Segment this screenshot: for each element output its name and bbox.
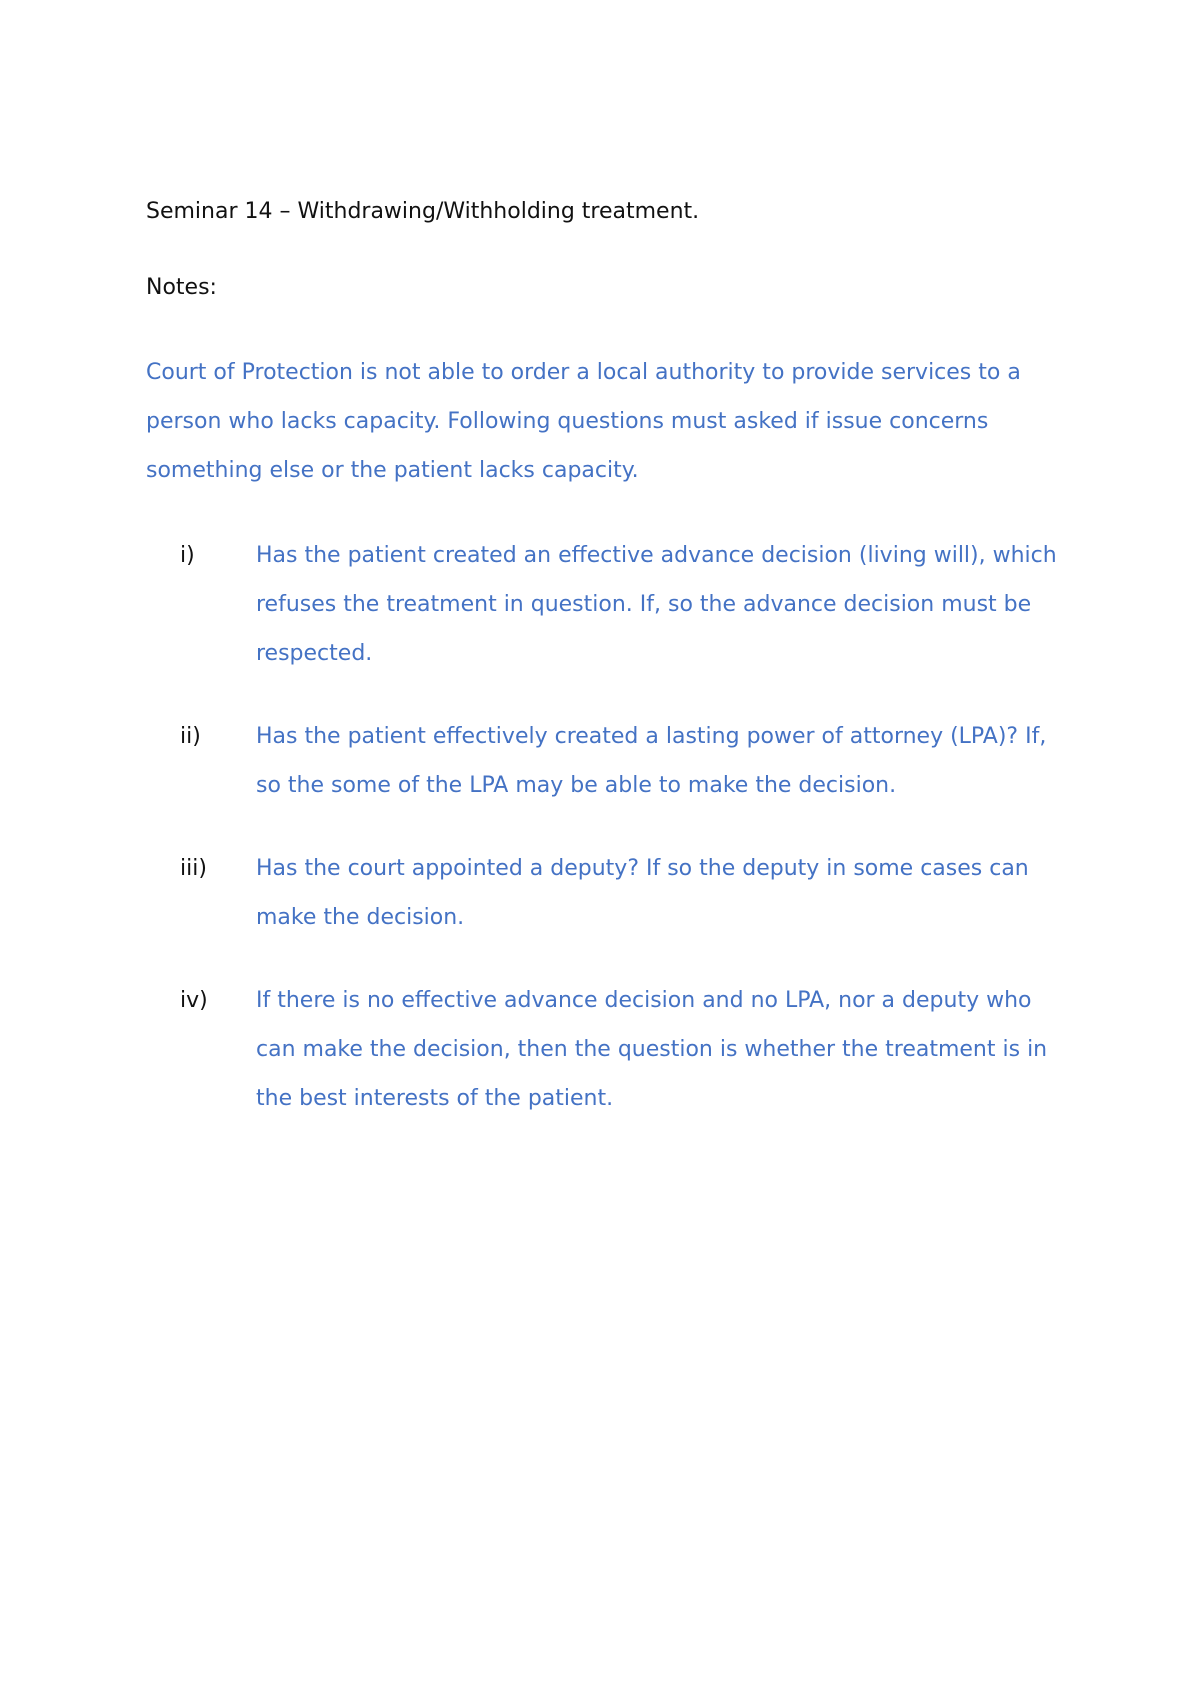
document-title: Seminar 14 – Withdrawing/Withholding treatment. [146,199,700,224]
list-item-text: Has the patient created an effective advance decision (living will), which refuses the treatment in question. If, so the advance decision must be respected. [256,543,1057,666]
list-item [146,531,1076,678]
list-item-text: Has the patient effectively created a lasting power of attorney (LPA)? If, so the some of the LPA may be able to make the decision. [256,724,1047,798]
question-list [146,531,1076,1123]
list-item [146,844,1076,942]
list-item [146,976,1076,1123]
notes-label: Notes: [146,275,217,300]
list-marker: iii) [180,856,207,881]
list-marker: iv) [180,988,208,1013]
list-marker: i) [180,543,195,568]
list-item-text: If there is no effective advance decision and no LPA, nor a deputy who can make the decision, then the question is whether the treatment is in the best interests of the patient. [256,988,1048,1111]
intro-paragraph: Court of Protection is not able to order a local authority to provide services to a person who lacks capacity. Following questions must asked if issue concerns something else or the patient lacks capacity. [146,360,1021,483]
document-content [146,196,1076,1157]
list-marker: ii) [180,724,201,749]
list-item-text: Has the court appointed a deputy? If so the deputy in some cases can make the decision. [256,856,1029,930]
list-item [146,712,1076,810]
